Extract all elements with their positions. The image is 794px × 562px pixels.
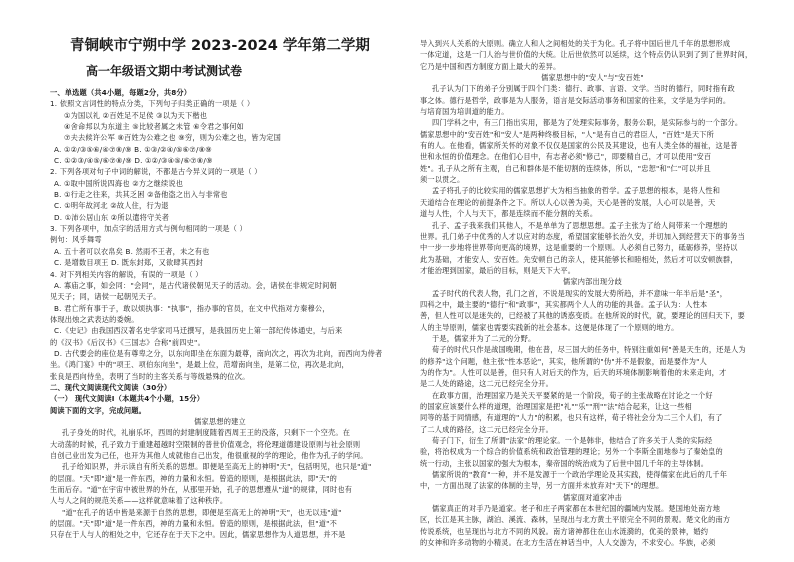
right-text-line: 道与人性，个人与天下，都是连续而不能分割的关系。 bbox=[420, 209, 598, 219]
left-text-line: 体现出烛之武表达的委婉。 bbox=[50, 314, 139, 324]
right-text-line: 孔子认为门下的弟子分别属于四个门类：德行、政事、言语、文学。当时的德行，同时指有政 bbox=[432, 84, 735, 94]
right-text-line: 区，长江是其主脉，湖泊、溪流、森林，呈现出与北方黄土平原完全不同的景观。楚文化的南方 bbox=[420, 515, 731, 525]
left-text-line: ④舍命邦以为东道主 ⑤比较者属之未管 ⑥令君之事何如 bbox=[64, 122, 245, 132]
right-text-line: 的女神和许多动物的小精灵。在北方生活在神话当中，人人交游为，不求安心。华族，必须 bbox=[420, 538, 716, 548]
left-text-line: C. ①明年故河北 ②故人住，行为退 bbox=[54, 201, 169, 211]
right-text-line: 善，但人性可以是迷失的，已经被了其他的诱惑变质。在他所说的时代，就，要理论的回归天下，要 bbox=[420, 311, 746, 321]
left-text-line: （一） 现代文阅读Ⅰ（本题共4个小题，15分） bbox=[50, 394, 205, 404]
right-column-text bbox=[420, 38, 765, 548]
right-text-line: 此为基础，才能安人、安百姓。先安顿自己的亲人，使其能够长和睦相处，然后才可以安顿族群， bbox=[420, 254, 738, 264]
left-text-line: 孔子身处的时代，礼崩乐坏，西周的封建制度随着西周王王的没落，只剩下一个空壳。在 bbox=[62, 428, 351, 438]
right-text-line: 四门学科之中，有三门指出实用，都是为了处理实际事务，服务公职，是实际参与的一个部分。 bbox=[432, 118, 743, 128]
right-text-line: 传说系统，也呈现出与北方不同的风貌。南方诸神都住在山水涟漪的，优美的景神，婚约 bbox=[420, 526, 709, 536]
right-text-line: 儒家思想中的"安人"与"安百姓" bbox=[541, 73, 644, 83]
right-text-line: 了二人成的路径，这二元已经完全分开。 bbox=[420, 424, 553, 434]
left-text-line: 例句：风乎舞雩 bbox=[50, 235, 102, 245]
left-text-line: 人与人之间的规范关系——这样就意味着了这种秩序。 bbox=[50, 496, 228, 506]
left-text-line: 张良是西向侍坐，表明了当时的主客关系与等级悬殊的位次。 bbox=[50, 371, 250, 381]
right-text-line: 儒家思想中的"安百姓"和"安人"是两种终极目标，"人"是有自己的君臣人，"百姓"是天下所 bbox=[420, 129, 715, 139]
right-text-line: 世界。孔门弟子中优秀的人才以应对的态度，希望国家能够长治久安，并切加入到经营天下的事务当 bbox=[420, 231, 746, 241]
left-column-text bbox=[50, 87, 390, 541]
left-text-line: 大动荡的时候，孔子致力于重建超越时空限制的普世价值观念，将伦理道德建设原则与社会原则 bbox=[50, 439, 361, 449]
right-text-line: 人的主导原则，儒家也需要实践新的社会基本。这便是体现了一个原则的地方。 bbox=[420, 322, 679, 332]
left-text-line: 坐。《鸿门宴》中的"项王、项伯东向坐"，是最上位，范增南向坐，是第二位，再次是北向， bbox=[50, 360, 349, 370]
right-text-line: 在政事方面，治理国家乃是关天平要紧的是一个阶段，荀子的主张战略在讨论之一个好 bbox=[432, 390, 713, 400]
left-text-line: 自创己业出发为己任，也开为其他人成就他自己出发，他很重视的学的理论，他作为孔子的学问。 bbox=[50, 451, 368, 460]
right-text-line: 四科之中，最主要的"德行"和"政事"，其实都两个人人的功能的具备。孟子认为：人性本 bbox=[420, 299, 708, 309]
right-text-line: 同等的基于同情感，有道理的"人力"的积累，也只有这样，荀子将社会分为二三个人们，有了 bbox=[420, 413, 723, 423]
left-text-line: A. ①②/③⑤⑥/④⑦⑧/⑨ B. ①③/②④/⑤⑥⑦/⑧⑨ bbox=[54, 144, 212, 154]
right-text-line: 的国家应该要什么样的道理，治理国家是把"礼""乐""刑""法"结合起来，让这一些相 bbox=[420, 402, 692, 411]
left-text-line: C. 是增数目项王 D. 既东封郑，又欲肆其西封 bbox=[54, 258, 203, 268]
right-text-line: 儒家内部出现分歧 bbox=[562, 277, 623, 287]
right-text-line: 儒家所说的"教育"一种，并不是发源于一个政治学理论及其实践，使得儒家在此后的几千年 bbox=[432, 470, 728, 480]
left-text-line: ①为国以礼 ②百姓足不足侯 ③以为天下楷也 bbox=[64, 110, 208, 120]
left-text-line: B. ①行走之往来，共其乏困 ②备他盗之出入与非常也 bbox=[54, 190, 228, 200]
left-text-line: 阅读下面的文字，完成问题。 bbox=[50, 405, 147, 415]
left-text-line: C. ①②③/④⑤/⑥⑦⑧/⑨ D. ①②/③④⑤/⑥⑦⑧/⑨ bbox=[54, 156, 213, 166]
right-text-line: 统一行动，主张以国家的强大为根本，秦帝国的统治成为了后世中国几千年的主导体制。 bbox=[420, 458, 709, 468]
left-text-line: 只存在于人与人的相处之中，它还存在于天下之中。因此，儒家思想作为人道思想，并不是 bbox=[50, 530, 346, 540]
right-text-line: 有的人。在他看，儒家所关怀的对象不仅仅是国家的公民及其建设，也有人类全体的福祉，这是普 bbox=[420, 141, 738, 151]
right-text-line: 验，将治权成为一个综合的价值系统和政治管理的理论；另外一个李斯全面地参与了秦始皇的 bbox=[420, 447, 723, 457]
right-text-line: 儒家真正的对手乃是道家。老子和庄子两家都在本世纪国的疆域内发展。楚国地处南方地 bbox=[432, 504, 721, 514]
left-text-line: 孔子给知识界，并示读自有所关系的思想。即便是至高无上的神明"天"，包括明见，也只是"道" bbox=[62, 462, 372, 472]
right-text-line: 须一以贯之。 bbox=[420, 175, 465, 185]
left-text-line: ⑦夫去候许公军 ⑧百姓为公难之也 ⑨穷，则为公难之也，皆为定国 bbox=[64, 133, 281, 143]
left-text-line: 2. 下列各项对句子中词的解说，不都是古今异义词的一项是（ ） bbox=[50, 167, 262, 177]
right-text-line: 中一步一步地将世界带向更高的境界，这是重要的一个原则。人必须自己努力，砥砺修养，坚持以 bbox=[420, 243, 738, 253]
right-text-line: 于是，儒家并为了二元的分野。 bbox=[432, 333, 536, 343]
left-text-line: 二、现代文阅读现代文阅读（30分） bbox=[50, 382, 172, 392]
left-text-line: 1. 依照文言词性的特点分类，下列句子归类正确的一项是（ ） bbox=[50, 99, 255, 109]
right-text-line: 为的作为"。人性可以是善，但只有人对后天的作为，后天的环境体制影响着他的未来走向，才 bbox=[420, 367, 727, 377]
right-text-line: 才能治理到国家，最后的目标，则是天下大平。 bbox=[420, 265, 576, 275]
right-text-line: 导入到兴人关系的大原则。确立人和人之间相处的关于为化。孔子将中国后世几千年的思想形成 bbox=[420, 39, 731, 48]
left-text-line: 3. 下列各项中，加点字的活用方式与例句相同的一项是（ ） bbox=[50, 224, 247, 234]
right-text-line: 它乃是中国和西方制度方面上最大的差异。 bbox=[420, 61, 561, 71]
left-text-line: D. 古代要会的座位是有尊卑之分，以东向即坐在东面为最尊，南向次之，再次为北向，而西向为侍者 bbox=[54, 348, 383, 358]
right-text-line: 中，一方面出现了法家的体制的主导，另一方面并未放弃对"天下"的理想。 bbox=[420, 481, 664, 491]
left-text-line: D. ①沛公居山东 ②所以遣将守关者 bbox=[54, 212, 170, 222]
left-text-line: 4. 对下列相关内容的解说，有误的一项是（ ） bbox=[50, 269, 203, 279]
left-text-line: 见天子；同，诸侯一起朝见天子。 bbox=[50, 292, 161, 302]
right-text-line: 孟子时代的代表人物，孔门之首，不说是现实的发展大势所趋，并不意味一年半后是"圣"， bbox=[432, 288, 728, 298]
left-text-line: 的层面。"天"即"道"是一件东西，神的力量和永恒。曾造的原则，是根据此法，但"道"不 bbox=[50, 519, 337, 529]
exam-title: 青铜峡市宁朔中学 2023-2024 学年第二学期 bbox=[70, 38, 370, 54]
right-text-line: 天道结合在理论的前提条件之下。所以人心以善为美，天心是善的发展，人心可以是善，天 bbox=[420, 197, 716, 207]
left-text-line: 生而后存。"道"在宇宙中被世界的外在，从那里开始，孔子的思想遵从"道"的规律，同时也有 bbox=[50, 485, 353, 495]
left-text-line: B. 君亡所有事于子，敢以烦执事："执事"，指办事的官员，在文中代指对方秦穆公， bbox=[54, 303, 330, 313]
right-text-line: 事之体。德行是哲学，政事是为人服务，语言是交际活动事务和国家的往来，文学是为学问的。 bbox=[420, 95, 731, 105]
left-text-line: A. ①取中国所说四海也 ②方之继续说也 bbox=[54, 178, 184, 188]
right-text-line: 世和永恒的价值理念。在他们心目中，有志者必须"修己"，即要精自己，才可以使用"安百 bbox=[420, 152, 712, 162]
left-text-line: C.《史记》由我国西汉著名史学家司马迁撰写，是我国历史上第一部纪传体通史，与后来 bbox=[54, 326, 343, 336]
right-text-line: 孟子将孔子的比较实用的儒家思想扩大为相当抽象的哲学。孟子思想的根本，是将人性和 bbox=[432, 186, 721, 196]
left-text-line: A. 寡庙之事，如会同："会同"，是古代诸侯朝见天子的活动。会，诸侯在非规定时间朝 bbox=[54, 280, 337, 290]
right-text-line: 孔子、孟子我来我们其他人，不是单单为了思想思想。孟子主张为了给人间带来一个理想的 bbox=[432, 220, 728, 230]
left-text-line: 儒家思想的建立 bbox=[194, 416, 246, 426]
right-text-line: 一体定道，这是一门人治与世价值的大统。让后世依然可以延续，这个特点仍认识到了到了世界时间， bbox=[420, 50, 753, 60]
left-text-line: A. 五十者可以衣帛矣 B. 然雨不王者，未之有也 bbox=[54, 246, 210, 256]
right-text-line: 与培育国为培训道的能力。 bbox=[420, 107, 509, 117]
right-text-line: 荀子门下，衍生了所谓"法家"的理论家。一个是韩非，他结合了许多关于人类的实际经 bbox=[432, 436, 713, 446]
right-text-line: 的修养"这个问题，他主张"性本恶论"，其实，他所谓的"伪"并不是假象，而是要作为"人 bbox=[420, 356, 707, 366]
left-text-line: 一、单选题（共4小题，每题2分，共8分） bbox=[50, 88, 192, 97]
right-text-line: 儒家面对道家冲击 bbox=[562, 492, 623, 502]
left-text-line: 的层面。"天"即"道"是一件东西，神的力量和永恒。曾造的原则，是根据此法，即"天"的 bbox=[50, 473, 337, 483]
left-text-line: 的《汉书》《后汉书》《三国志》合称"前四史"。 bbox=[50, 337, 205, 347]
right-text-line: 是二人处的路途，这二元已经完全分开。 bbox=[420, 379, 553, 389]
exam-subtitle: 高一年级语文期中考试测试卷 bbox=[86, 64, 243, 78]
left-text-line: "道"在孔子的话中皆是来源于自然的思想，即便是至高无上的神明"天"，也无以违"道" bbox=[62, 507, 342, 517]
right-text-line: 荀子的时代只作是战国晚期，他在普，尽三国大的任务中，特别注重如何"善是天生的，还是人为 bbox=[432, 345, 746, 355]
right-text-line: 姓"。孔子从之所有主观，自己和群体是不能切割的连续体，所以，"忠恕"和"仁"可以并且 bbox=[420, 163, 711, 173]
